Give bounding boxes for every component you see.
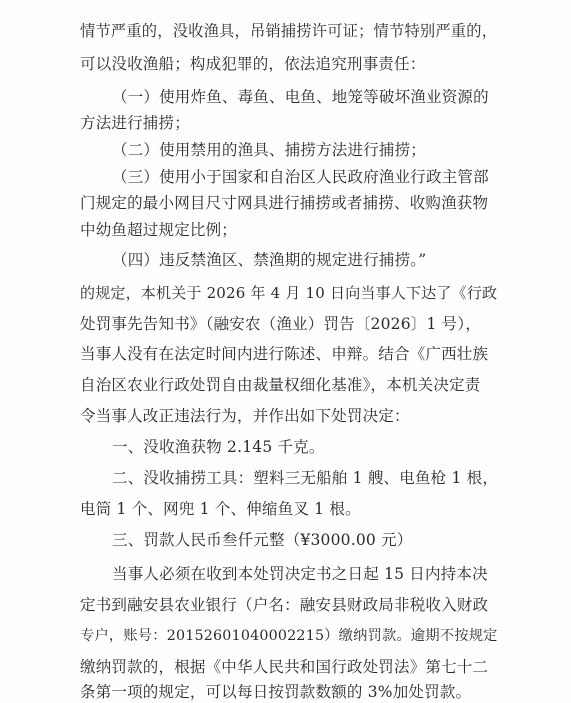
text-line: 令当事人改正违法行为，并作出如下处罚决定：	[80, 407, 410, 425]
text-line: （四）违反禁渔区、禁渔期的规定进行捕捞。”	[112, 251, 427, 269]
text-line: 情节严重的，没收渔具，吊销捕捞许可证；情节特别严重的，	[80, 22, 498, 40]
text-line: 门规定的最小网目尺寸网具进行捕捞或者捕捞、收购渔获物	[80, 194, 489, 212]
text-line: 一、没收渔获物 2.145 千克。	[112, 438, 325, 456]
text-line: 可以没收渔船；构成犯罪的，依法追究刑事责任：	[80, 55, 426, 73]
text-line: 处罚事先告知书》（融安农（渔业）罚告〔2026〕1 号），	[80, 315, 482, 333]
text-line: 三、罚款人民币叁仟元整（¥3000.00 元）	[112, 531, 413, 549]
text-line: 当事人没有在法定时间内进行陈述、申辩。结合《广西壮族	[80, 345, 489, 363]
text-line: 专户，账号：20152601040002215）缴纳罚款。逾期不按规定	[80, 628, 498, 644]
text-line: 自治区农业行政处罚自由裁量权细化基准》，本机关决定责	[80, 376, 481, 394]
text-line: 的规定，本机关于 2026 年 4 月 10 日向当事人下达了《行政	[80, 284, 498, 302]
text-line: 缴纳罚款的，根据《中华人民共和国行政处罚法》第七十二	[80, 658, 489, 676]
text-line: 中幼鱼超过规定比例；	[80, 221, 238, 239]
text-line: 二、没收捕捞工具：塑料三无船舶 1 艘、电鱼枪 1 根，	[112, 469, 499, 487]
text-line: 定书到融安县农业银行（户名：融安县财政局非税收入财政	[80, 596, 489, 614]
text-line: （二）使用禁用的渔具、捕捞方法进行捕捞；	[112, 141, 427, 159]
text-line: 方法进行捕捞；	[80, 114, 190, 132]
text-line: 当事人必须在收到本处罚决定书之日起 15 日内持本决	[112, 565, 488, 583]
text-line: （三）使用小于国家和自治区人民政府渔业行政主管部	[112, 168, 489, 186]
text-line: 电筒 1 个、网兜 1 个、伸缩鱼叉 1 根。	[80, 500, 361, 518]
text-line: 条第一项的规定，可以每日按罚款数额的 3%加处罚款。	[80, 683, 472, 701]
text-line: （一）使用炸鱼、毒鱼、电鱼、地笼等破坏渔业资源的	[112, 88, 489, 106]
